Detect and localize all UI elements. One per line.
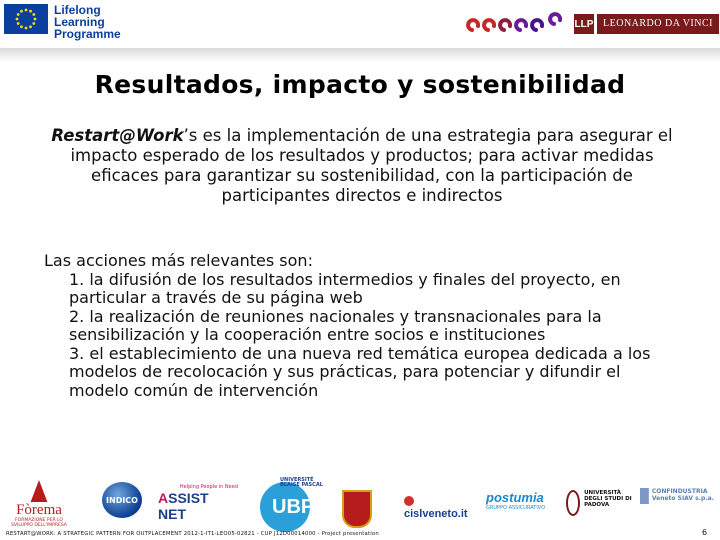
eu-flag-icon: [4, 4, 48, 34]
lifelong-learning-programme-logo: [4, 4, 121, 40]
padova-name: UNIVERSITÀ DEGLI STUDI DI PADOVA: [584, 490, 632, 508]
ubp-logo: [250, 478, 328, 532]
padova-seal-icon: [566, 490, 580, 516]
postumia-subtitle: GRUPPO ASSICURATIVO: [486, 505, 546, 511]
leonardo-da-vinci-logo: [462, 10, 719, 38]
indico-name: INDICO: [106, 495, 138, 505]
confindustria-mark-icon: [640, 488, 649, 504]
assist-rest: SSIST NET: [158, 490, 209, 522]
actions-list: [44, 271, 684, 401]
leonardo-da-vinci-label: LEONARDO DA VINCI: [597, 14, 719, 34]
forema-mark-icon: [25, 480, 53, 502]
intro-text: ’s es la implementación de una estrategia para asegurar el impacto esperado de los resultados y productos; para activar medidas eficaces para garantizar su sostenibilidad, con la participación de participantes directos e indirectos: [70, 126, 673, 205]
ubp-letters: UBP: [272, 496, 315, 518]
list-item: 2. la realización de reuniones nacionales y transnacionales para la sensibilización y la cooperación entre socios e instituciones: [69, 306, 602, 344]
indico-logo: [94, 482, 150, 528]
universita-padova-logo: [566, 490, 636, 522]
leonardo-spirals-icon: [462, 10, 572, 38]
page-number: 6: [702, 528, 708, 537]
header-divider: [0, 48, 720, 62]
confindustria-name: CONFINDUSTRIA Veneto SIAV s.p.a.: [651, 488, 714, 502]
ubp-caption: UNIVERSITÉ BLAISE PASCAL: [280, 477, 323, 488]
cisl-veneto-logo: [404, 496, 476, 520]
forema-name: Fòrema: [16, 502, 62, 518]
indico-globe-icon: [102, 482, 142, 518]
llp-line: Learning: [54, 15, 105, 29]
llp-line: Programme: [54, 27, 121, 41]
project-name: Restart@Work: [51, 126, 184, 145]
llp-badge: LLP: [574, 14, 594, 34]
intro-paragraph: [42, 126, 682, 206]
assist-tagline: Helping People in Need: [179, 484, 238, 490]
postumia-name: postumia: [486, 490, 544, 505]
slide-title: Resultados, impacto y sostenibilidad: [94, 70, 626, 99]
header: [0, 0, 720, 50]
list-item: 1. la difusión de los resultados intermedios y finales del proyecto, en particular a través de su página web: [69, 269, 621, 307]
confindustria-logo: [640, 488, 718, 522]
assist-initial: A: [158, 490, 169, 506]
assist-name: [158, 490, 238, 522]
actions-intro: Las acciones más relevantes son:: [44, 251, 313, 270]
actions-paragraph: [44, 252, 684, 400]
partner-logos: [0, 476, 720, 532]
municipal-crest-logo: [340, 480, 374, 530]
llp-wordmark: [54, 4, 121, 40]
cisl-name: cislveneto.it: [404, 496, 476, 520]
postumia-logo: [486, 490, 552, 520]
list-item: 3. el establecimiento de una nueva red temática europea dedicada a los modelos de recolocación y sus prácticas, para potenciar y difundir el modelo común de intervención: [69, 343, 651, 400]
crest-shield-icon: [342, 490, 372, 528]
forema-subtitle: FORMAZIONE PER LO SVILUPPO DELL'IMPRESA: [11, 518, 67, 528]
footer-text: RESTART@WORK: A STRATEGIC PATTERN FOR OUTPLACEMENT 2012-1-IT1-LEO05-02821 - CUP J12D00014000 - Project presentation: [6, 531, 379, 537]
llp-line: Lifelong: [54, 3, 101, 17]
forema-logo: [6, 480, 72, 528]
assist-net-logo: [158, 484, 238, 524]
